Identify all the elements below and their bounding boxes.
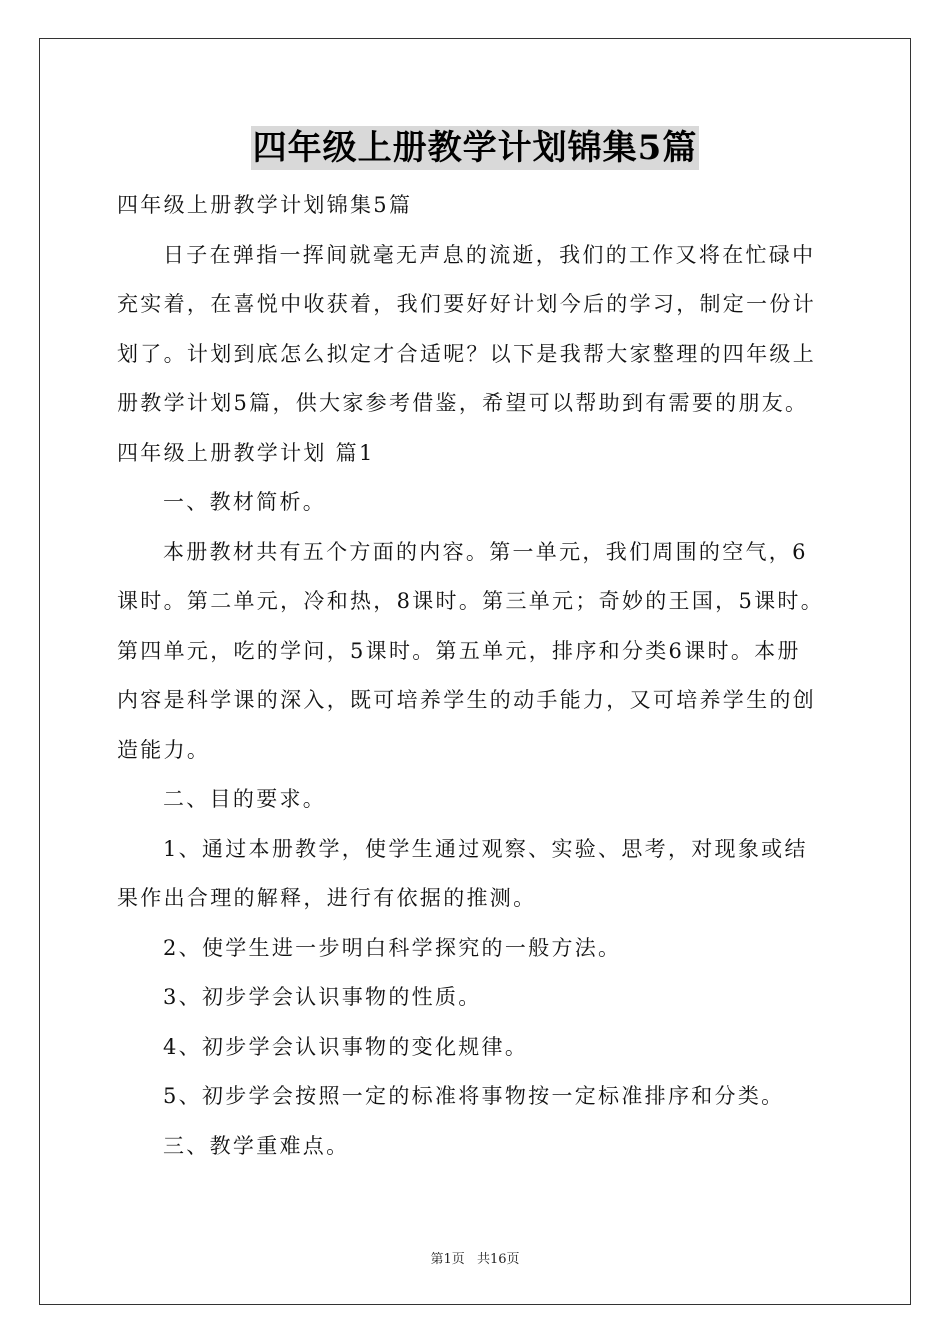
text-line: 四年级上册教学计划锦集5篇 [117,193,413,217]
text-line: 4、初步学会认识事物的变化规律。 [163,1034,529,1059]
text-line: 三、教学重难点。 [163,1133,350,1158]
document-title: 四年级上册教学计划锦集5篇 [252,128,698,168]
text-line: 划了。计划到底怎么拟定才合适呢？以下是我帮大家整理的四年级上 [117,341,816,366]
text-line: 册教学计划5篇，供大家参考借鉴，希望可以帮助到有需要的朋友。 [117,391,809,415]
text-line: 课时。第二单元，冷和热，8课时。第三单元；奇妙的王国，5课时。 [117,589,825,613]
text-line: 3、初步学会认识事物的性质。 [163,985,482,1009]
text-line: 二、目的要求。 [163,787,327,811]
text-line: 本册教材共有五个方面的内容。第一单元，我们周围的空气，6 [163,539,808,564]
document-body [117,181,837,1171]
text-line: 四年级上册教学计划 篇1 [117,440,375,465]
page-number: 第1页 [430,1252,465,1267]
text-line: 2、使学生进一步明白科学探究的一般方法。 [163,935,622,960]
text-line: 第四单元，吃的学问，5课时。第五单元，排序和分类6课时。本册 [117,638,801,663]
text-line: 果作出合理的解释，进行有依据的推测。 [117,886,537,910]
page-footer [0,1248,950,1267]
text-line: 一、教材简析。 [163,490,327,514]
text-line: 内容是科学课的深入，既可培养学生的动手能力，又可培养学生的创 [117,688,816,712]
text-line: 1、通过本册教学，使学生通过观察、实验、思考，对现象或结 [163,836,808,861]
text-line: 充实着，在喜悦中收获着，我们要好好计划今后的学习，制定一份计 [117,292,816,316]
text-line: 5、初步学会按照一定的标准将事物按一定标准排序和分类。 [163,1084,785,1108]
text-line: 日子在弹指一挥间就毫无声息的流逝，我们的工作又将在忙碌中 [163,242,816,267]
page-total: 共16页 [476,1252,520,1267]
title-block [0,126,950,170]
text-line: 造能力。 [117,737,211,762]
